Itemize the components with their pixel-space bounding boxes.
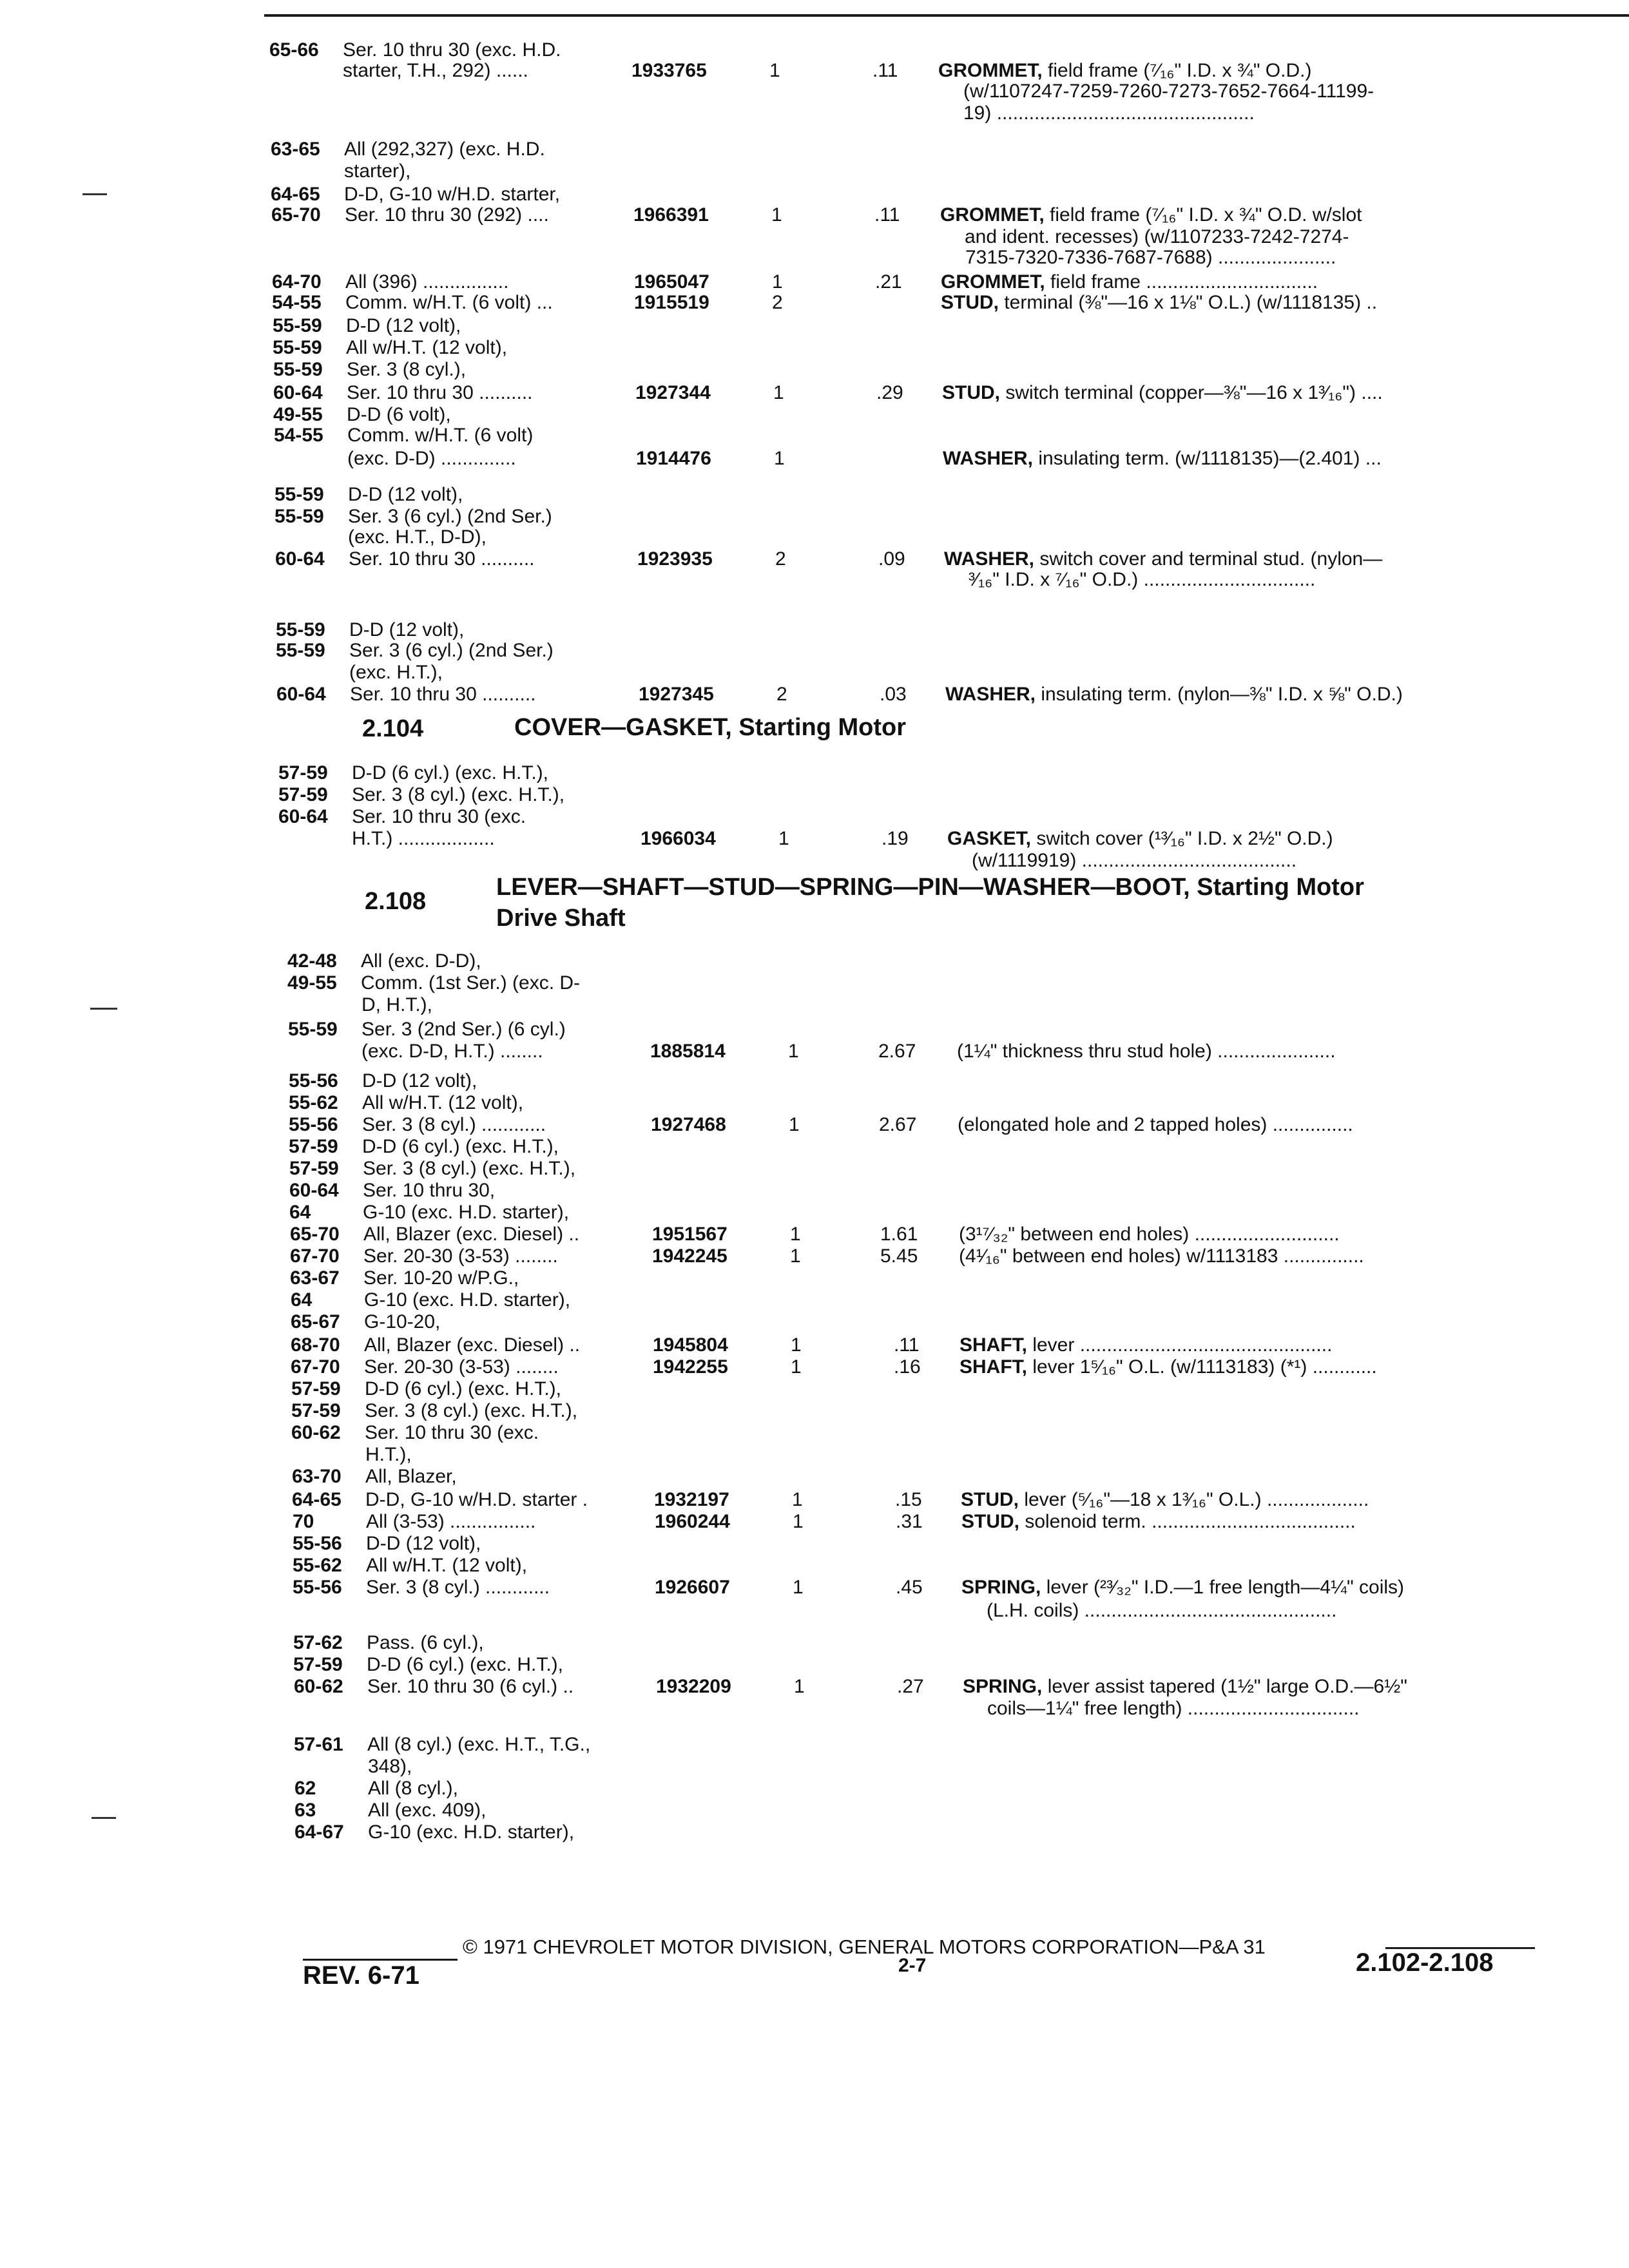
application: D-D, G-10 w/H.D. starter . [365,1489,588,1510]
application: Ser. 10 thru 30 .......... [347,382,533,403]
application: (exc. D-D) .............. [347,448,516,469]
quantity: 1 [791,1334,802,1356]
parts-row [0,1309,1629,1335]
parts-row [0,357,1629,383]
part-detail: (4¹⁄₁₆" between end holes) w/1113183 ............... [959,1245,1364,1267]
quantity: 2 [775,548,786,570]
model-years: 57-59 [278,762,328,783]
model-years: 57-59 [289,1158,339,1179]
model-years: 49-55 [273,404,323,425]
application: D-D (12 volt), [349,619,465,640]
application: Ser. 3 (6 cyl.) (2nd Ser.) [348,506,552,527]
model-years: 63-65 [271,139,320,160]
model-years: 55-59 [288,1019,338,1040]
application: All (292,327) (exc. H.D. [344,139,545,160]
parts-row [0,1464,1629,1490]
part-number: 1927345 [639,684,714,705]
part-description [987,1598,1336,1624]
application: All (3-53) ................ [366,1511,536,1532]
part-description [943,446,1382,472]
model-years: 42-48 [287,950,337,972]
application: All, Blazer (exc. Diesel) .. [363,1224,580,1245]
quantity: 1 [790,1224,801,1245]
part-name: GROMMET, [940,204,1045,226]
parts-row [0,423,1629,448]
model-years: 55-56 [289,1114,338,1135]
model-years: 55-59 [276,619,325,640]
part-number: 1923935 [637,548,713,570]
list-price: .27 [897,1676,924,1697]
quantity: 1 [774,448,785,469]
part-detail: switch cover and terminal stud. (nylon— [1034,548,1383,570]
application: All (396) ................ [345,271,509,293]
quantity: 1 [771,204,782,226]
part-name: STUD, [961,1489,1019,1510]
list-price: .29 [876,382,903,403]
application: D-D (12 volt), [366,1533,481,1554]
part-detail: (w/1107247-7259-7260-7273-7652-7664-11199- [963,81,1374,102]
application: (exc. H.T.), [349,662,443,683]
part-name: SPRING, [963,1676,1043,1697]
model-years: 55-59 [273,337,322,358]
part-detail: coils—1¼" free length) ................................ [987,1698,1360,1719]
model-years: 54-55 [274,425,323,446]
model-years: 64 [289,1202,311,1223]
application: All, Blazer (exc. Diesel) .. [364,1334,581,1356]
part-description [972,848,1296,874]
quantity: 1 [772,271,783,293]
model-years: 57-59 [291,1400,341,1421]
application: Ser. 3 (2nd Ser.) (6 cyl.) [361,1019,566,1040]
application: H.T.), [365,1444,412,1465]
list-price: 5.45 [880,1245,918,1267]
part-detail: insulating term. (w/1118135)—(2.401) ... [1033,448,1382,469]
model-years: 57-61 [294,1734,343,1755]
part-name: WASHER, [943,448,1034,469]
part-name: SHAFT, [959,1356,1027,1378]
application: D-D (6 cyl.) (exc. H.T.), [365,1378,561,1399]
top-rule [264,14,1629,17]
application: Ser. 10 thru 30 (exc. [352,806,526,827]
model-years: 55-59 [276,640,325,661]
part-number: 1927468 [651,1114,726,1135]
part-detail: field frame (⁷⁄₁₆" I.D. x ¾" O.D.) [1042,60,1312,81]
model-years: 60-64 [278,806,328,827]
part-detail: lever (⁵⁄₁₆"—18 x 1³⁄₁₆" O.L.) ................... [1019,1489,1369,1510]
application: All w/H.T. (12 volt), [346,337,508,358]
application: All (exc. D-D), [361,950,481,972]
quantity: 1 [778,828,789,849]
application: D-D (12 volt), [348,484,463,505]
parts-row [0,992,1629,1018]
parts-row [0,1696,1629,1722]
model-years: 67-70 [290,1245,340,1267]
application: D-D (6 cyl.) (exc. H.T.), [362,1136,559,1157]
part-detail: 7315-7320-7336-7687-7688) ...................... [965,247,1336,268]
part-detail: insulating term. (nylon—⅜" I.D. x ⅝" O.D.) [1036,684,1403,705]
part-detail: lever assist tapered (1½" large O.D.—6½" [1042,1676,1407,1697]
part-detail: terminal (⅜"—16 x 1⅛" O.L.) (w/1118135) .. [999,292,1378,313]
part-description [963,101,1255,126]
model-years: 55-59 [275,506,324,527]
model-years: 54-55 [272,292,322,313]
application: G-10 (exc. H.D. starter), [363,1202,570,1223]
part-detail: (3¹⁷⁄₃₂" between end holes) ........................... [959,1224,1340,1245]
quantity: 1 [791,1356,802,1378]
part-name: GROMMET, [941,271,1045,293]
section-title-continued: Drive Shaft [496,905,626,932]
model-years: 64 [291,1289,313,1311]
part-detail: field frame (⁷⁄₁₆" I.D. x ¾" O.D. w/slot [1044,204,1362,226]
part-number: 1932197 [654,1489,729,1510]
list-price: .19 [882,828,909,849]
application: Ser. 20-30 (3-53) ........ [363,1245,558,1267]
list-price: .31 [896,1511,923,1532]
quantity: 1 [790,1245,801,1267]
part-number: 1927344 [635,382,711,403]
quantity: 2 [772,292,783,313]
quantity: 1 [794,1676,805,1697]
list-price: .03 [880,684,907,705]
model-years: 57-59 [278,784,328,805]
quantity: 1 [788,1041,799,1062]
part-number: 1951567 [652,1224,728,1245]
model-years: 64-67 [294,1821,344,1843]
model-years: 55-59 [273,359,323,380]
model-years: 55-62 [293,1555,342,1576]
application: starter), [344,160,411,182]
part-detail: 19) ................................................ [963,102,1255,124]
part-detail: lever (²³⁄₃₂" I.D.—1 free length—4¼" coils) [1041,1577,1405,1598]
part-detail: solenoid term. ...................................... [1019,1511,1356,1532]
model-years: 65-66 [269,39,319,61]
list-price: .45 [896,1577,923,1598]
list-price: .16 [894,1356,921,1378]
section-range: 2.102-2.108 [1356,1948,1494,1977]
part-description [957,1039,1336,1064]
parts-row [0,1598,1629,1624]
model-years: 64-65 [271,184,320,205]
model-years: 63-70 [292,1466,342,1487]
part-number: 1914476 [636,448,711,469]
model-years: 57-59 [289,1136,338,1157]
part-number: 1960244 [655,1511,730,1532]
application: All, Blazer, [365,1466,457,1487]
quantity: 1 [793,1511,804,1532]
application: Comm. w/H.T. (6 volt) [347,425,534,446]
application: Ser. 10 thru 30 (exc. H.D. [343,39,561,61]
part-number: 1942245 [652,1245,728,1267]
quantity: 1 [792,1489,803,1510]
model-years: 63-67 [290,1267,340,1289]
part-description [961,1575,1404,1600]
parts-row [0,245,1629,271]
part-name: GASKET, [947,828,1032,849]
application: All (8 cyl.) (exc. H.T., T.G., [367,1734,591,1755]
parts-row [0,848,1629,874]
application: D-D (6 cyl.) (exc. H.T.), [352,762,548,783]
application: D-D (6 volt), [347,404,451,425]
part-number: 1885814 [650,1041,726,1062]
part-name: GROMMET, [938,60,1043,81]
application: Ser. 10 thru 30 .......... [350,684,536,705]
parts-row [0,1039,1629,1064]
quantity: 1 [793,1577,804,1598]
application: All w/H.T. (12 volt), [366,1555,528,1576]
application: Ser. 3 (8 cyl.) (exc. H.T.), [365,1400,578,1421]
model-years: 60-62 [294,1676,343,1697]
application: Ser. 10 thru 30, [363,1180,496,1201]
section-title: LEVER—SHAFT—STUD—SPRING—PIN—WASHER—BOOT, Starting Motor [496,874,1364,901]
part-description [965,245,1336,271]
parts-row [0,1820,1629,1845]
part-detail: (elongated hole and 2 tapped holes) ............... [958,1114,1353,1135]
list-price: .21 [875,271,902,293]
application: Ser. 20-30 (3-53) ........ [364,1356,559,1378]
part-detail: and ident. recesses) (w/1107233-7242-7274- [965,226,1349,247]
model-years: 67-70 [291,1356,340,1378]
application: Ser. 10 thru 30 (6 cyl.) .. [367,1676,574,1697]
part-description [941,290,1377,316]
application: Pass. (6 cyl.), [367,1632,484,1653]
part-description [969,567,1315,593]
model-years: 60-64 [289,1180,339,1201]
application: Ser. 10 thru 30 (292) .... [345,204,549,226]
bottom-rule-left [0,2242,1,2243]
model-years: 62 [294,1778,316,1799]
quantity: 2 [776,684,787,705]
application: D-D (12 volt), [362,1070,477,1091]
parts-row [0,446,1629,472]
application: Ser. 3 (8 cyl.), [347,359,467,380]
part-detail: (1¼" thickness thru stud hole) ...................... [957,1041,1336,1062]
model-years: 60-64 [276,684,326,705]
application: D-D, G-10 w/H.D. starter, [344,184,561,205]
application: All (exc. 409), [368,1800,487,1821]
model-years: 60-64 [273,382,323,403]
part-number: 1942255 [653,1356,728,1378]
section-number: 2.108 [365,888,427,915]
part-detail: switch cover (¹³⁄₁₆" I.D. x 2½" O.D.) [1031,828,1333,849]
part-name: STUD, [961,1511,1019,1532]
model-years: 57-59 [291,1378,341,1399]
part-number: 1926607 [655,1577,730,1598]
list-price: .15 [895,1489,922,1510]
revision-label: REV. 6-71 [303,1961,419,1990]
model-years: 64-65 [292,1489,342,1510]
application: D, H.T.), [361,994,432,1015]
list-price: .11 [872,60,898,81]
copyright-line: © 1971 CHEVROLET MOTOR DIVISION, GENERAL MOTORS CORPORATION—P&A 31 [463,1936,1266,1958]
part-number: 1932209 [656,1676,731,1697]
part-name: STUD, [941,292,999,313]
model-years: 49-55 [287,972,337,994]
list-price: .11 [894,1334,920,1356]
part-number: 1965047 [634,271,709,293]
section-title: COVER—GASKET, Starting Motor [514,714,907,741]
application: starter, T.H., 292) ...... [343,60,528,81]
parts-row [0,101,1629,126]
application: Ser. 10 thru 30 (exc. [365,1422,539,1443]
list-price: 2.67 [879,1114,917,1135]
model-years: 55-56 [293,1577,342,1598]
application: G-10 (exc. H.D. starter), [368,1821,575,1843]
part-number: 1915519 [634,292,709,313]
part-number: 1966391 [633,204,709,226]
page-number: 2-7 [898,1955,927,1976]
parts-row [0,1575,1629,1600]
part-detail: lever ............................................... [1027,1334,1333,1356]
parts-row [0,290,1629,316]
part-description [945,682,1403,707]
model-years: 55-62 [289,1092,338,1113]
quantity: 1 [769,60,780,81]
model-years: 60-62 [291,1422,341,1443]
application: Ser. 3 (8 cyl.) (exc. H.T.), [352,784,565,805]
application: D-D (6 cyl.) (exc. H.T.), [367,1654,563,1675]
part-name: STUD, [942,382,1000,403]
quantity: 1 [773,382,784,403]
part-name: SPRING, [961,1577,1041,1598]
parts-row [0,682,1629,707]
model-years: 63 [294,1800,316,1821]
application: (exc. H.T., D-D), [348,526,487,548]
application: All (8 cyl.), [368,1778,459,1799]
part-name: SHAFT, [959,1334,1027,1356]
part-detail: switch terminal (copper—⅜"—16 x 1³⁄₁₆") .... [1000,382,1383,403]
application: 348), [368,1756,412,1777]
model-years: 55-56 [293,1533,342,1554]
model-years: 60-64 [275,548,325,570]
part-detail: lever 1⁵⁄₁₆" O.L. (w/1113183) (*¹) ............ [1027,1356,1377,1378]
part-name: WASHER, [944,548,1035,570]
parts-row [0,159,1629,184]
list-price: .09 [878,548,905,570]
application: Ser. 10-20 w/P.G., [363,1267,519,1289]
application: (exc. D-D, H.T.) ........ [361,1041,543,1062]
model-years: 57-62 [293,1632,343,1653]
model-years: 68-70 [291,1334,340,1356]
model-years: 55-59 [273,315,322,336]
model-years: 55-56 [289,1070,338,1091]
application: Comm. (1st Ser.) (exc. D- [361,972,581,994]
application: Comm. w/H.T. (6 volt) ... [345,292,553,313]
footer-rule-left [303,1959,458,1961]
application: Ser. 3 (6 cyl.) (2nd Ser.) [349,640,554,661]
part-number: 1945804 [653,1334,728,1356]
list-price: 2.67 [878,1041,916,1062]
application: Ser. 3 (8 cyl.) (exc. H.T.), [363,1158,576,1179]
application: D-D (12 volt), [346,315,461,336]
model-years: 55-59 [275,484,324,505]
part-name: WASHER, [945,684,1036,705]
application: Ser. 10 thru 30 .......... [349,548,535,570]
model-years: 57-59 [293,1654,343,1675]
section-number: 2.104 [362,715,424,742]
list-price: 1.61 [880,1224,918,1245]
model-years: 65-70 [290,1224,340,1245]
application: G-10 (exc. H.D. starter), [364,1289,571,1311]
application: Ser. 3 (8 cyl.) ............ [366,1577,550,1598]
part-detail: (w/1119919) ........................................ [972,850,1297,871]
quantity: 1 [789,1114,800,1135]
list-price: .11 [874,204,900,226]
part-detail: ³⁄₁₆" I.D. x ⁷⁄₁₆" O.D.) ................................ [969,569,1316,590]
application: All w/H.T. (12 volt), [362,1092,524,1113]
part-number: 1933765 [631,60,707,81]
application: G-10-20, [364,1311,441,1332]
part-detail: (L.H. coils) ............................................... [987,1600,1337,1621]
model-years: 64-70 [272,271,322,293]
application: H.T.) .................. [352,828,495,849]
model-years: 70 [293,1511,314,1532]
application: Ser. 3 (8 cyl.) ............ [362,1114,546,1135]
part-description [987,1696,1360,1722]
part-detail: field frame ................................ [1045,271,1318,293]
parts-row [0,567,1629,593]
part-number: 1966034 [641,828,716,849]
model-years: 65-70 [271,204,321,226]
model-years: 65-67 [291,1311,340,1332]
